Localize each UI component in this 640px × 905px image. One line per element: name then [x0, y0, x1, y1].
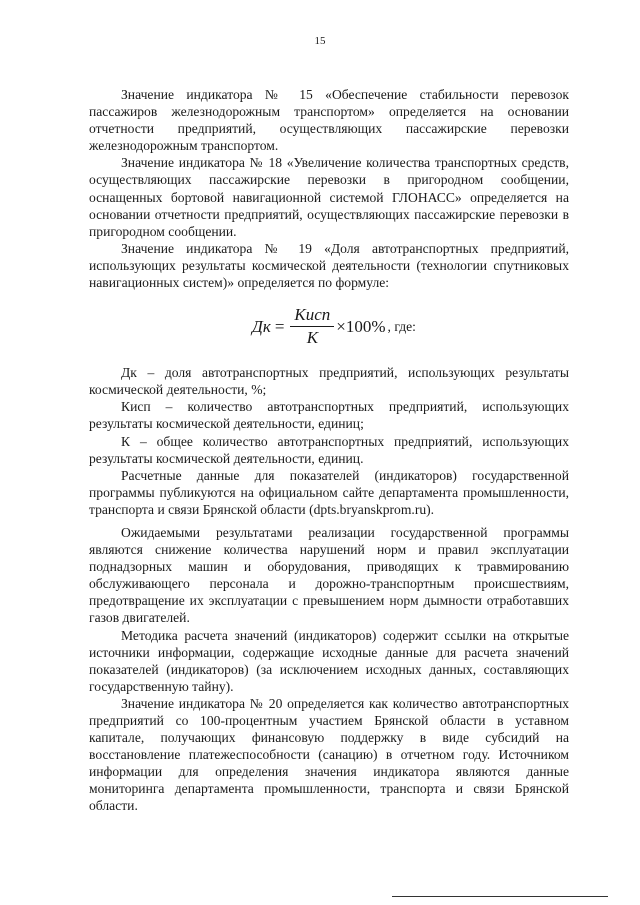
formula-lhs: Дк: [252, 317, 271, 337]
formula: [89, 304, 569, 349]
page-number: 15: [314, 35, 326, 47]
paragraph-indicator-18: Значение индикатора № 18 «Увеличение количества транспортных средств, осуществляющих пассажирские перевозки в пригородном сообщении, оснащенных бортовой навигационной системой ГЛОНАСС» определяется на основании отчетности предприятий, осуществляющих пассажирские перевозки в пригородном сообщении.: [89, 155, 569, 239]
formula-denominator: К: [306, 328, 318, 348]
formula-numerator: Кисп: [294, 305, 331, 325]
footer-rule: [392, 896, 608, 897]
paragraph-publication: Расчетные данные для показателей (индикаторов) государственной программы публикуются на официальном сайте департамента промышленности, транспорта и связи Брянской области (dpts.bryanskprom.ru).: [89, 467, 569, 517]
definition-dk: Дк – доля автотранспортных предприятий, использующих результаты космической деятельности, %;: [89, 365, 569, 398]
formula-fraction: [290, 304, 334, 349]
formula-suffix: , где:: [387, 319, 416, 335]
paragraph-indicator-19: Значение индикатора № 19 «Доля автотранспортных предприятий, использующих результаты космической деятельности (технологии спутниковых навигационных систем)» определяется по формуле:: [89, 240, 569, 291]
formula-equals: =: [274, 317, 285, 337]
formula-multiplier: ×100%: [336, 317, 386, 337]
paragraph-methodology: Методика расчета значений (индикаторов) содержит ссылки на открытые источники информации, содержащие исходные данные для расчета значений показателей (индикаторов) (за исключением исходных данных, составляющих государственную тайну).: [89, 627, 569, 694]
definition-k: К – общее количество автотранспортных предприятий, использующих результаты космической деятельности, единиц.: [89, 433, 569, 466]
paragraph-expected-results: Ожидаемыми результатами реализации государственной программы являются снижение количества нарушений норм и правил эксплуатации поднадзорных машин и оборудования, приводящих к травмированию обслуживающего персонала и дорожно-транспортным происшествиям, предотвращение их эксплуатации с превышением норм дымности отработавших газов двигателей.: [89, 524, 569, 626]
paragraph-indicator-15: Значение индикатора № 15 «Обеспечение стабильности перевозок пассажиров железнодорожным транспортом» определяется на основании отчетности предприятий, осуществляющих пассажирские перевозки железнодорожным транспортом.: [89, 87, 569, 154]
paragraph-indicator-20: Значение индикатора № 20 определяется как количество автотранспортных предприятий со 100-процентным участием Брянской области в уставном капитале, получающих финансовую поддержку в виде субсидий на восстановление платежеспособности (санацию) в отчетном году. Источником информации для определения значения индикатора являются данные мониторинга департамента промышленности, транспорта и связи Брянской области.: [89, 695, 569, 814]
definition-kisp: Кисп – количество автотранспортных предприятий, использующих результаты космической деятельности, единиц;: [89, 399, 569, 432]
document-body: [89, 86, 569, 815]
